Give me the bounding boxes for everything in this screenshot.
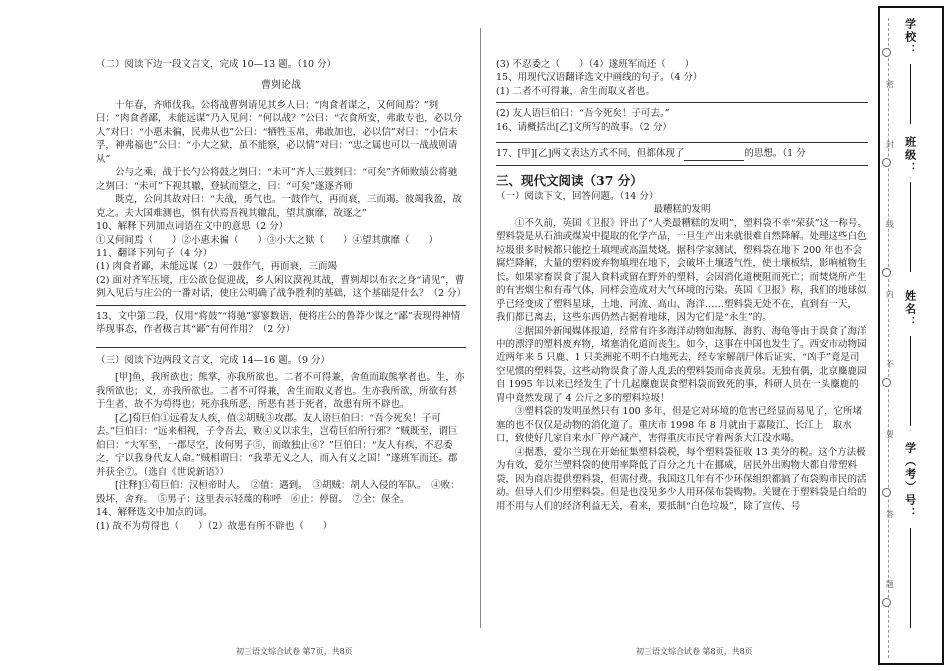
answer-line[interactable] <box>496 142 868 143</box>
question-16: 16、请概括出[乙]文所写的故事。（2 分） <box>496 121 672 133</box>
seal-word: 不 <box>885 360 895 368</box>
question-15-item: (1) 二者不可得兼，舍生而取义者也。 <box>496 85 655 97</box>
left-page <box>96 0 466 671</box>
binding-hole <box>882 378 891 387</box>
yi-label: [乙] <box>115 412 132 424</box>
passage-paragraph: 公与之乘，战于长勺公将鼓之刿曰：“未可”齐人三鼓刿曰：“可矣”齐师败绩公将驰之刿曰：“未可”下视其辙，登轼而望之，曰：“可矣”遂逐齐师 <box>96 167 458 192</box>
binding-hole <box>882 158 891 167</box>
answer-line[interactable] <box>496 102 868 103</box>
article-paragraph: ③塑料袋的发明虽然只有 100 多年，但是它对环境的危害已经显而易见了，它所堵塞的也不仅仅是动物的消化道了。重庆市 1998 年 8 月就由于嘉陵江、长江上 取水口，致使好几家自来水厂停产减产，害得重庆市民守着两条大江没水喝。 <box>496 406 863 445</box>
page-footer: 初三语文综合试卷 第7页，共8页 <box>236 647 353 656</box>
question-11-item: (1) 肉食者鄙，未能远谋（2）一鼓作气，再而衰，三而竭 <box>96 261 338 273</box>
question-14-continued: (3) 不忍委之（ ）（4）遂班军而还（ ） <box>496 59 695 70</box>
page-footer: 初三语文综合试卷 第8页，共8页 <box>636 647 753 656</box>
name-input[interactable] <box>910 336 911 426</box>
question-15-item: (2) 友人语巨伯曰：“吾今死矣！子可去。” <box>496 108 670 120</box>
seal-word: 答 <box>885 510 895 518</box>
seal-word: 要 <box>885 430 895 438</box>
school-input[interactable] <box>910 64 911 124</box>
jia-text: 鱼，我所欲也；熊掌，亦我所欲也。二者不可得兼，舍鱼而取熊掌者也。生，亦我所欲也；义，亦我所欲也。二者不可得兼，舍生而取义者也。生亦我所欲，所欲有甚于生者，故不为苟得也；死亦我所恶，所恶有甚于死者，故患有所不辟也。 <box>96 372 465 411</box>
binding-hole <box>882 268 891 277</box>
article-paragraph: ④据悉，爱尔兰现在开始征集塑料袋税，每个塑料袋征收 13 美分的税。这个方法极为有效，爱尔兰塑料袋的使用率降低了百分之九十在挪威，居民外出购物大都自带塑料袋，因为商店提供塑料袋，但需付费。我国这几年有不少环保组织都搞了布袋购市民的活动。但导人们少用塑料袋。但是也没见多少人用环保布袋购物。关键在于塑料袋是白给的用不用与人们的经济利益无关，看来，要抵制“白色垃圾”，除了宣传、号 <box>496 446 867 512</box>
article-paragraph: ①不久前，英国《卫报》评出了“人类最糟糕的发明”，塑料袋不幸“荣获”这一称号。塑料袋是从石油或煤炭中提取的化学产品，一旦生产出来就很难自然降解。处理这些白色垃圾很多时候都只能挖土填埋或高温焚烧。据科学家测试，塑料袋在地下 200 年也不会腐烂降解，大量的塑料废弃物填埋在地下，会破坏土壤透气性，使土壤板结，影响植物生长。如果家畜误食了混入食料或留在野外的塑料，会因消化道梗阻而死亡；而焚烧所产生的有害烟尘和有毒气体，同样会造成对大气环境的污染。英国《卫报》称，我们的地球似乎已经变成了塑料星球，土地、河流、高山、海洋……塑料袋无处不在，直到有一天， 我们都已离去，这些东西仍然占据着地球，因为它们是“永生”的。 <box>496 217 867 324</box>
article-paragraph: ②据国外新闻媒体报道，经常有许多海洋动物如海豚、海豹、海龟等由于误食了海洋中的漂浮的塑料废弃物，堵塞消化道而丧生。如今，这事在中国也发生了。西安市动物园近两年来 5 只鹿、1 只美洲驼不明不白地死去，经专家解剖尸体后证实，“凶手”竟是司空见惯的塑料袋，这些动物误食了游人乱丢的塑料袋而命丧黄泉。无独有偶，北京麋鹿园自 1995 年以来已经发生了十几起麋鹿误食塑料袋而致死的事，科研人员在一头麋鹿的胃中竟然发现了 4 公斤之多的塑料垃圾！ <box>496 325 867 404</box>
passage-title: 曹刿论战 <box>261 80 301 92</box>
binding-hole <box>882 598 891 607</box>
page-divider <box>480 28 481 628</box>
seal-word: 封 <box>885 140 895 148</box>
question-10: 10、解释下列加点词语在文中的意思（2 分） <box>96 221 289 233</box>
question-10-items: ①又何间焉（ ）②小惠未徧（ ）③小大之狱（ ）④望其旗靡（ ） <box>96 234 439 246</box>
answer-line[interactable] <box>96 347 466 348</box>
sub-heading: （一）阅读下文，回答问题。（14 分） <box>496 190 659 202</box>
article-title: 最糟糕的发明 <box>653 204 711 216</box>
name-label: 姓名： <box>903 290 917 329</box>
seal-word: 密 <box>885 80 895 88</box>
answer-line[interactable] <box>96 305 466 306</box>
right-page <box>496 0 868 671</box>
class-input[interactable] <box>910 182 911 272</box>
section-three-title: 三、现代文阅读（37 分） <box>496 172 643 188</box>
seal-word: 线 <box>885 220 895 228</box>
question-14: 14、解释选文中加点的词。 <box>96 507 213 519</box>
seal-word: 内 <box>885 290 895 298</box>
seal-word: 题 <box>885 580 895 588</box>
student-id-label: 学（考）号： <box>903 442 917 520</box>
passage-paragraph: 十年春，齐师伐我。公将战曹刿请见其乡人曰：“肉食者谋之，又何间焉？”刿曰：“肉食者鄙，未能远谋”乃入见问：“何以战？”公曰：“衣食所安，弗敢专也，必以分人”对曰：“小惠未徧，民弗从也”公曰：“牺牲玉帛，弗敢加也，必以信”对曰：“小信未孚，神弗福也”公曰：“小大之狱，虽不能察，必以情”对曰：“忠之属也可以一战战则请从” <box>96 99 463 165</box>
school-label: 学校： <box>903 18 917 57</box>
seal-line <box>888 18 889 658</box>
question-15: 15、用现代汉语翻译选文中画线的句子。（4 分） <box>496 72 703 84</box>
jia-label: [甲] <box>115 372 132 384</box>
question-11: 11、翻译下列句子（4 分） <box>96 248 213 259</box>
passage-paragraph: 既克，公问其故对曰：“夫战，勇气也。一鼓作气，再而衰，三而竭。彼竭我盈，故克之。夫大国难测也，惧有伏焉吾视其辙乱，望其旗靡，故逐之” <box>96 194 462 219</box>
section-three-heading: （三）阅读下边两段文言文，完成 14—16 题。（9 分） <box>96 354 331 366</box>
divider-rule <box>496 165 868 166</box>
class-label: 班级： <box>903 136 917 175</box>
question-13: 13、文中第二段，仅用“将鼓”“将驰”寥寥数语，便将庄公的鲁莽少谋之“鄙”表现得神情毕现事态，作者极言其“鄙”有何作用？（2 分） <box>96 310 461 336</box>
yi-text: 荀巨伯①远看友人疾，值②胡贼③攻郡。友人语巨伯曰：“吾今死矣！子可去。”巨伯曰：“远来相视，子令吾去，败④义以求生，岂荀巨伯所行邪？”贼既至，谓巨伯曰：“大军至，一郡尽空，汝何男子⑤，而敢独止⑥？”巨伯曰：“友人有疾，不忍委之，宁以我身代友人命。”贼相谓曰：“我辈无义之人，而入有义之国！”遂班军而还。郡并获全⑦。（选自《世说新语》） <box>96 412 458 478</box>
binding-strip <box>878 6 944 665</box>
question-14-items: (1) 故不为苟得也（ ）（2）故患有所不辟也（ ） <box>96 520 333 532</box>
section-two-heading: （二）阅读下边一段文言文，完成 10—13 题。（10 分） <box>96 59 337 70</box>
question-17: 17、[甲][乙]两文表达方式不同，但都体现了 <box>496 148 685 160</box>
question-17-tail: 的思想。（1 分 <box>744 148 806 160</box>
binding-hole <box>882 48 891 57</box>
question-11-item: (2) 面对齐军压境，庄公欲仓促迎战，乡人闲议漠视其战，曹刿却以布衣之身“请见”，曹刿入见后与庄公的一番对话，使庄公明确了战争胜利的基础，这个基础是什么？（2 分） <box>96 274 467 300</box>
student-id-input[interactable] <box>910 528 911 628</box>
binding-hole <box>882 488 891 497</box>
annotations: [注释]①荀巨伯：汉桓帝时人。 ②值：遇到。 ③胡贼：胡人入侵的军队。 ④败：毁坏，舍弃。 ⑤男子：这里表示轻蔑的称呼 ⑥止：停留。 ⑦全：保全。 <box>96 480 460 505</box>
blank-input[interactable] <box>684 151 744 161</box>
